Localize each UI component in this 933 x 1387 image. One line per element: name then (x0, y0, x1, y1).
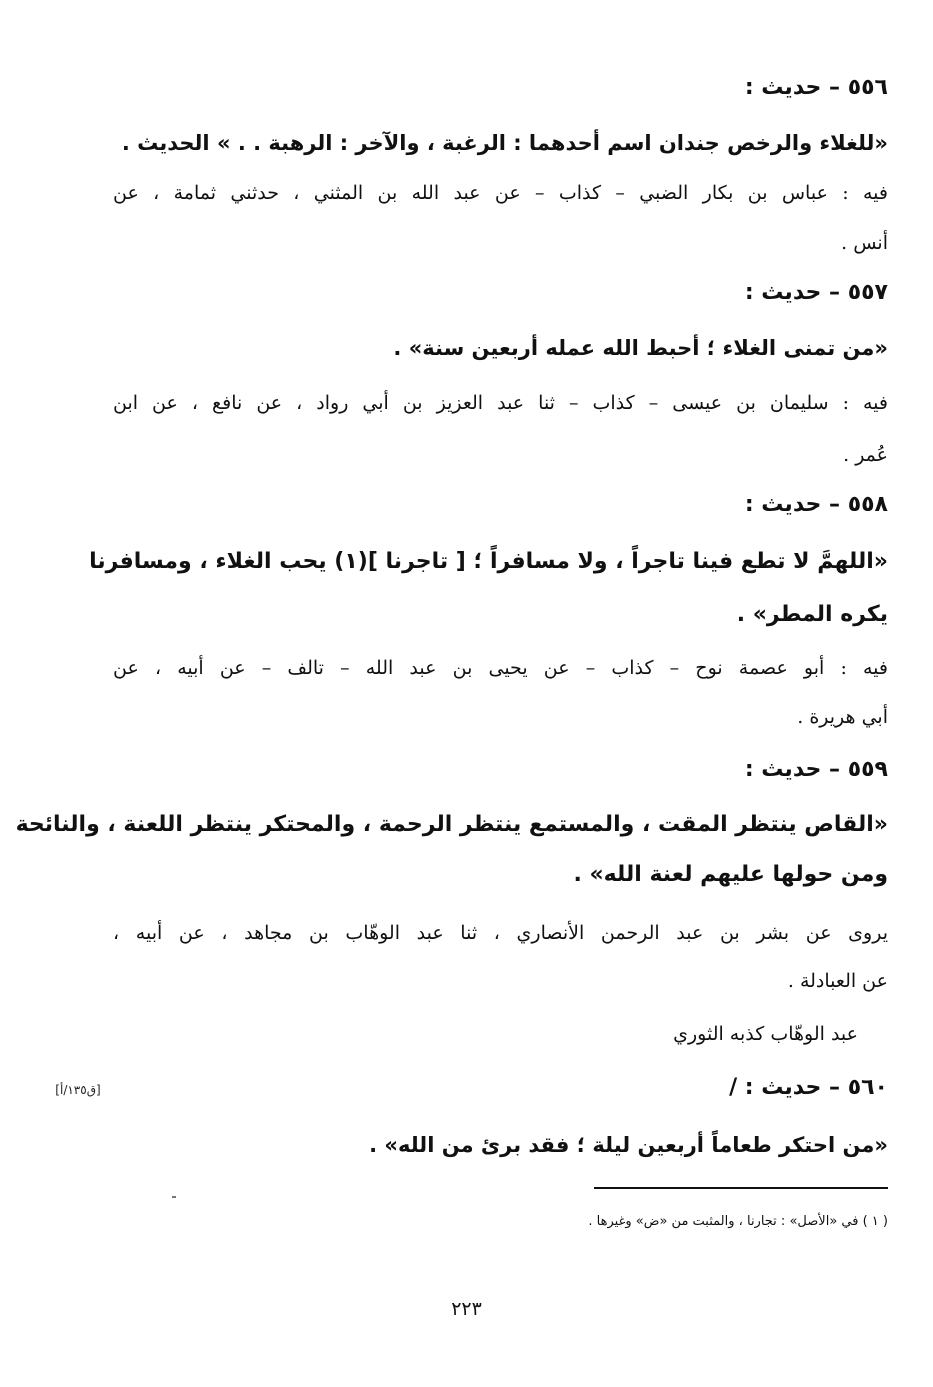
hadith-heading-559: ٥٥٩ – حديث : (744, 757, 888, 782)
hadith-heading-560: ٥٦٠ – حديث : / (729, 1075, 888, 1100)
hadith-heading-557: ٥٥٧ – حديث : (744, 280, 888, 305)
print-speck (172, 1196, 176, 1198)
hadith-commentary-556-line-1: فيه : عباس بن بكار الضبي – كذاب – عن عبد الله بن المثني ، حدثني ثمامة ، عن (113, 182, 888, 204)
footnote: ( ١ ) في «الأصل» : تجارنا ، والمثبت من «ض» وغيرها . (588, 1214, 888, 1229)
hadith-commentary-559-line-3: عبد الوهّاب كذبه الثوري (673, 1023, 858, 1045)
page-number: ٢٢٣ (451, 1298, 482, 1320)
hadith-commentary-559-line-1: يروى عن بشر بن عبد الرحمن الأنصاري ، ثنا عبد الوهّاب بن مجاهد ، عن أبيه ، (113, 922, 888, 944)
footnote-separator (594, 1187, 888, 1189)
hadith-commentary-557-line-1: فيه : سليمان بن عيسى – كذاب – ثنا عبد العزيز بن أبي رواد ، عن نافع ، عن ابن (113, 392, 888, 414)
hadith-commentary-558-line-2: أبي هريرة . (797, 706, 888, 728)
hadith-commentary-556-line-2: أنس . (841, 232, 888, 254)
hadith-heading-556: ٥٥٦ – حديث : (744, 75, 888, 100)
hadith-heading-558: ٥٥٨ – حديث : (744, 492, 888, 517)
hadith-commentary-557-line-2: عُمر . (843, 444, 888, 466)
hadith-text-557: «من تمنى الغلاء ؛ أحبط الله عمله أربعين سنة» . (393, 336, 888, 360)
hadith-commentary-559-line-2: عن العبادلة . (787, 970, 888, 992)
hadith-text-558-line-2: يكره المطر» . (736, 602, 888, 627)
hadith-text-559-line-2: ومن حولها عليهم لعنة الله» . (573, 862, 888, 887)
manuscript-folio-marker: [ق١٣٥/أ] (55, 1083, 101, 1097)
hadith-text-558-line-1: «اللهمَّ لا تطع فينا تاجراً ، ولا مسافراً ؛ [ تاجرنا ](١) يحب الغلاء ، ومسافرنا (89, 549, 888, 574)
hadith-text-560: «من احتكر طعاماً أربعين ليلة ؛ فقد برئ من الله» . (369, 1133, 888, 1157)
hadith-commentary-558-line-1: فيه : أبو عصمة نوح – كذاب – عن يحيى بن عبد الله – تالف – عن أبيه ، عن (113, 657, 888, 679)
hadith-text-556: «للغلاء والرخص جندان اسم أحدهما : الرغبة ، والآخر : الرهبة . . » الحديث . (121, 131, 888, 155)
hadith-text-559-line-1: «القاص ينتظر المقت ، والمستمع ينتظر الرحمة ، والمحتكر ينتظر اللعنة ، والنائحة (15, 812, 888, 837)
